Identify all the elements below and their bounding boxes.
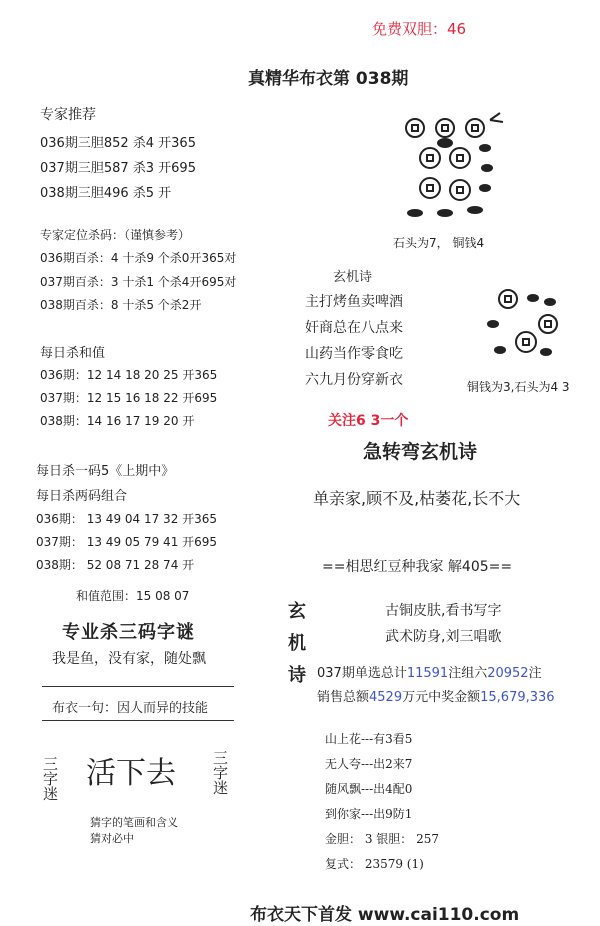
xuanji-line: 古铜皮肤,看书写字 [385, 603, 502, 619]
divider [42, 686, 234, 687]
poem-line: 主打烤鱼卖啤酒 [305, 294, 403, 310]
riddle3-text: 我是鱼，没有家，随处飘 [52, 651, 206, 667]
position-kill-line: 036期百杀：4 十杀9 个杀0开365对 [40, 251, 237, 265]
riddle-word: 活下去 [86, 756, 176, 791]
compound: 复式： 23579 (1) [325, 857, 424, 871]
daily-sum-heading: 每日杀和值 [40, 346, 106, 361]
acacia-line: ==相思红豆种我家 解405== [322, 559, 513, 575]
poem-line: 山药当作零食吃 [305, 346, 403, 362]
daily-sum-line: 036期：12 14 18 20 25 开365 [40, 368, 218, 382]
hint-line: 无人夸---出2来7 [325, 757, 413, 771]
riddle-side-label-right: 三字迷 [211, 750, 229, 795]
picture1-caption: 石头为7， 铜钱4 [393, 236, 485, 250]
footer-banner: 布衣天下首发 www.cai110.com [250, 905, 520, 925]
page-title: 真精华布衣第 038期 [248, 69, 409, 89]
xuanji-label-char: 机 [288, 633, 306, 654]
daily-sum-line: 037期：12 15 16 18 22 开695 [40, 391, 218, 405]
buyi-saying: 布衣一句：因人而异的技能 [52, 701, 209, 716]
hint-line: 随风飘---出4配0 [325, 782, 413, 796]
coins-stones-picture [395, 108, 510, 228]
riddle3-title: 专业杀三码字谜 [62, 622, 195, 643]
expert-line: 037期三胆587 杀3 开695 [40, 161, 196, 176]
sharp-turn-text: 单亲家,顾不及,枯萎花,长不大 [313, 489, 521, 508]
expert-line: 038期三胆496 杀5 开 [40, 186, 172, 201]
riddle-side-label-left: 三字迷 [41, 756, 59, 801]
riddle-hint: 猜对必中 [90, 832, 134, 845]
free-pair-label: 免费双胆：46 [372, 20, 467, 38]
sales-line-2: 销售总额4529万元中奖金额15,679,336 [317, 690, 555, 705]
xuanji-label-char: 玄 [288, 601, 306, 622]
picture2-caption: 铜钱为3,石头为4 3 [467, 380, 570, 394]
daily-code-heading-2: 每日杀两码组合 [36, 489, 128, 504]
expert-heading: 专家推荐 [40, 107, 96, 123]
daily-code-heading: 每日杀一码5《上期中》 [36, 464, 175, 479]
daily-code-line: 037期： 13 49 05 79 41 开695 [36, 535, 218, 549]
riddle-hint: 猜字的笔画和含义 [90, 816, 178, 829]
hint-line: 到你家---出9防1 [325, 807, 413, 821]
poem-line: 奸商总在八点来 [305, 320, 403, 336]
focus-label: 关注6 3一个 [328, 413, 409, 429]
position-kill-line: 038期百杀：8 十杀5 个杀2开 [40, 298, 202, 312]
coins-chain-picture [478, 284, 568, 368]
position-kill-line: 037期百杀：3 十杀1 个杀4开695对 [40, 275, 237, 289]
sales-line-1: 037期单选总计11591注组六20952注 [317, 666, 542, 681]
expert-line: 036期三胆852 杀4 开365 [40, 136, 196, 151]
poem-line: 六九月份穿新衣 [305, 372, 403, 388]
sum-range: 和值范围：15 08 07 [76, 589, 190, 603]
daily-sum-line: 038期：14 16 17 19 20 开 [40, 414, 195, 428]
gold-silver: 金胆： 3 银胆： 257 [325, 832, 439, 846]
position-kill-heading: 专家定位杀码：（谨慎参考） [40, 228, 191, 242]
divider [42, 720, 234, 721]
xuanji-line: 武术防身,刘三唱歌 [385, 629, 502, 645]
poem-heading: 玄机诗 [333, 270, 373, 285]
daily-code-line: 036期： 13 49 04 17 32 开365 [36, 512, 218, 526]
sharp-turn-title: 急转弯玄机诗 [363, 441, 478, 463]
daily-code-line: 038期： 52 08 71 28 74 开 [36, 558, 195, 572]
xuanji-label-char: 诗 [288, 665, 306, 686]
hint-line: 山上花---有3看5 [325, 732, 413, 746]
